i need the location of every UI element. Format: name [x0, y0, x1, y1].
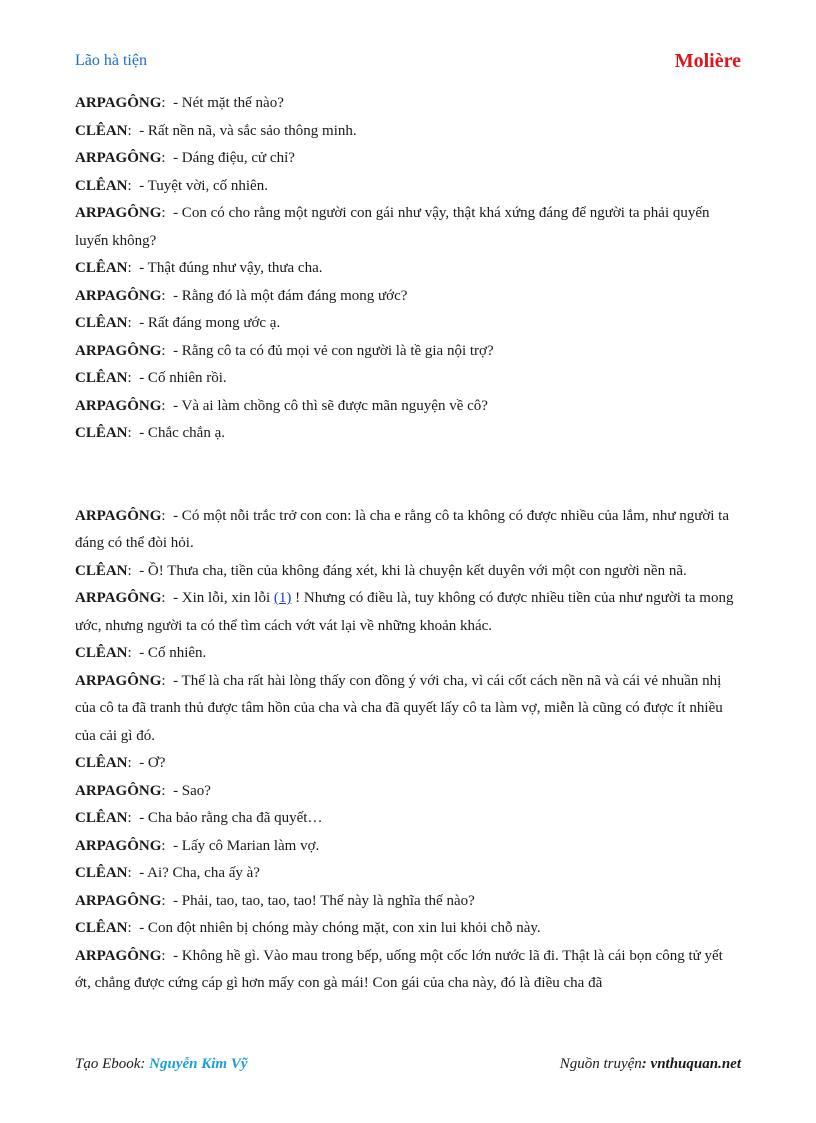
dialogue-text: - Cha bảo rằng cha đã quyết… [139, 810, 323, 826]
speaker-name: CLÊAN [75, 370, 128, 386]
story-source: Nguồn truyện: vnthuquan.net [559, 1056, 741, 1072]
speaker-name: CLÊAN [75, 562, 128, 579]
book-title: Lão hà tiện [75, 52, 147, 69]
dialogue-text: - Cố nhiên. [139, 645, 207, 661]
dialogue-line: ARPAGÔNG: - Lấy cô Marian làm vợ. [75, 837, 320, 854]
dialogue-text: - Con có cho rằng một người con gái như vậy, thật khá xứng đáng để người ta phải quyến luyến không? [75, 205, 710, 249]
dialogue-block-3 [75, 640, 741, 998]
dialogue-text: - Tuyệt vời, cố nhiên. [139, 177, 268, 194]
dialogue-line: CLÊAN: - Rất đáng mong ước ạ. [75, 315, 281, 331]
dialogue-content [75, 90, 741, 998]
page-footer [75, 1056, 741, 1078]
dialogue-line: CLÊAN: - Tuyệt vời, cố nhiên. [75, 177, 268, 194]
speaker-name: CLÊAN [75, 177, 128, 194]
dialogue-line: CLÊAN: - Ai? Cha, cha ấy à? [75, 865, 260, 881]
author-name: Molière [674, 50, 741, 72]
section-gap [75, 448, 741, 503]
speaker-name: CLÊAN [75, 425, 128, 441]
dialogue-text: - Xin lỗi, xin lỗi [173, 590, 274, 606]
speaker-name: CLÊAN [75, 810, 128, 826]
dialogue-text: - Con đột nhiên bị chóng mày chóng mặt, con xin lui khỏi chỗ này. [139, 920, 541, 936]
speaker-name: ARPAGÔNG [75, 672, 162, 689]
dialogue-text: - Phải, tao, tao, tao, tao! Thế này là nghĩa thế nào? [173, 892, 475, 909]
dialogue-line: CLÊAN: - Con đột nhiên bị chóng mày chóng mặt, con xin lui khỏi chỗ này. [75, 920, 541, 936]
dialogue-line: ARPAGÔNG: - Xin lỗi, xin lỗi (1) ! Nhưng có điều là, tuy không có được nhiều tiền của như người ta mong ước, nhưng người ta có thể tìm cách vớt vát lại về những khoản khác. [75, 590, 734, 634]
speaker-name: ARPAGÔNG [75, 150, 162, 166]
source-name: vnthuquan.net [650, 1056, 741, 1072]
speaker-name: ARPAGÔNG [75, 95, 162, 111]
dialogue-text: - Rất đáng mong ước ạ. [139, 315, 281, 331]
dialogue-text: - Ai? Cha, cha ấy à? [139, 865, 260, 881]
creator-label: Tạo Ebook [75, 1056, 141, 1072]
speaker-name: ARPAGÔNG [75, 342, 162, 359]
dialogue-line: CLÊAN: - Rất nền nã, và sắc sảo thông minh. [75, 122, 357, 139]
dialogue-text: - Cố nhiên rồi. [139, 370, 227, 386]
dialogue-text: - Nét mặt thế nào? [173, 95, 284, 111]
dialogue-line: ARPAGÔNG: - Sao? [75, 782, 211, 799]
speaker-name: CLÊAN [75, 260, 128, 276]
speaker-name: ARPAGÔNG [75, 397, 162, 414]
dialogue-text: - Và ai làm chồng cô thì sẽ được mãn nguyện về cô? [173, 397, 488, 414]
ebook-creator: Tạo Ebook: Nguyễn Kim Vỹ [75, 1056, 248, 1072]
speaker-name: CLÊAN [75, 122, 128, 139]
dialogue-text: - Chắc chắn ạ. [139, 425, 225, 441]
dialogue-text: - Không hề gì. Vào mau trong bếp, uống một cốc lớn nước lã đi. Thật là cái bọn công tử yết ớt, chẳng được cứng cáp gì hơn mấy con gà mái! Con gái của cha này, đó là điều cha đã [75, 947, 723, 991]
speaker-name: CLÊAN [75, 920, 128, 936]
dialogue-text: - Ơ? [139, 755, 166, 771]
dialogue-line: CLÊAN: - Cha bảo rằng cha đã quyết… [75, 810, 323, 826]
dialogue-text: - Có một nỗi trắc trở con con: là cha e rằng cô ta không có được nhiều của lắm, như người ta đáng có thể đòi hỏi. [75, 507, 729, 551]
dialogue-line: ARPAGÔNG: - Rằng cô ta có đủ mọi vẻ con người là tề gia nội trợ? [75, 342, 494, 359]
source-label: Nguồn truyện [559, 1056, 642, 1072]
speaker-name: ARPAGÔNG [75, 507, 162, 524]
dialogue-text: - Ồ! Thưa cha, tiền của không đáng xét, khi là chuyện kết duyên với một con người nền nã. [139, 562, 687, 579]
dialogue-block-2 [75, 503, 741, 586]
speaker-name: ARPAGÔNG [75, 205, 162, 221]
speaker-name: ARPAGÔNG [75, 837, 162, 854]
dialogue-line: CLÊAN: - Ơ? [75, 755, 166, 771]
dialogue-text: - Sao? [173, 782, 211, 799]
dialogue-line: ARPAGÔNG: - Phải, tao, tao, tao, tao! Thế này là nghĩa thế nào? [75, 892, 475, 909]
speaker-name: CLÊAN [75, 755, 128, 771]
speaker-name: ARPAGÔNG [75, 947, 162, 964]
dialogue-line: CLÊAN: - Thật đúng như vậy, thưa cha. [75, 260, 323, 276]
speaker-name: ARPAGÔNG [75, 892, 162, 909]
dialogue-block-1 [75, 90, 741, 448]
dialogue-line: ARPAGÔNG: - Con có cho rằng một người con gái như vậy, thật khá xứng đáng để người ta phải quyến luyến không? [75, 205, 710, 249]
dialogue-line: ARPAGÔNG: - Rằng đó là một đám đáng mong ước? [75, 287, 408, 304]
page-header [75, 50, 741, 76]
dialogue-line: CLÊAN: - Cố nhiên. [75, 645, 207, 661]
creator-name: Nguyễn Kim Vỹ [149, 1056, 248, 1072]
dialogue-line: ARPAGÔNG: - Và ai làm chồng cô thì sẽ được mãn nguyện về cô? [75, 397, 488, 414]
dialogue-text: - Thế là cha rất hài lòng thấy con đồng ý với cha, vì cái cốt cách nền nã và cái vẻ nhuần nhị của cô ta đã tranh thủ được tâm hồn của cha và cha đã quyết lấy cô ta làm vợ, miễn là cũng có được ít nhiều của cải gì đó. [75, 672, 723, 744]
dialogue-line: CLÊAN: - Ồ! Thưa cha, tiền của không đáng xét, khi là chuyện kết duyên với một con người nền nã. [75, 562, 687, 579]
speaker-name: CLÊAN [75, 645, 128, 661]
dialogue-text: ! Nhưng có điều là, tuy không có được nhiều tiền của như người ta mong ước, nhưng người ta có thể tìm cách vớt vát lại về những khoản khác. [75, 590, 734, 634]
dialogue-line: ARPAGÔNG: - Thế là cha rất hài lòng thấy con đồng ý với cha, vì cái cốt cách nền nã và cái vẻ nhuần nhị của cô ta đã tranh thủ được tâm hồn của cha và cha đã quyết lấy cô ta làm vợ, miễn là cũng có được ít nhiều của cải gì đó. [75, 672, 723, 744]
dialogue-text: - Thật đúng như vậy, thưa cha. [139, 260, 323, 276]
dialogue-line: ARPAGÔNG: - Dáng điệu, cử chỉ? [75, 150, 295, 166]
speaker-name: CLÊAN [75, 315, 128, 331]
speaker-name: CLÊAN [75, 865, 128, 881]
dialogue-text: - Dáng điệu, cử chỉ? [173, 150, 295, 166]
dialogue-line: ARPAGÔNG: - Nét mặt thế nào? [75, 95, 284, 111]
dialogue-text: - Lấy cô Marian làm vợ. [173, 837, 320, 854]
dialogue-line: ARPAGÔNG: - Không hề gì. Vào mau trong bếp, uống một cốc lớn nước lã đi. Thật là cái bọn công tử yết ớt, chẳng được cứng cáp gì hơn mấy con gà mái! Con gái của cha này, đó là điều cha đã [75, 947, 723, 991]
speaker-name: ARPAGÔNG [75, 782, 162, 799]
dialogue-line: CLÊAN: - Chắc chắn ạ. [75, 425, 225, 441]
dialogue-text: - Rất nền nã, và sắc sảo thông minh. [139, 122, 357, 139]
dialogue-text: - Rằng đó là một đám đáng mong ước? [173, 287, 408, 304]
dialogue-text: - Rằng cô ta có đủ mọi vẻ con người là tề gia nội trợ? [173, 342, 494, 359]
dialogue-line: ARPAGÔNG: - Có một nỗi trắc trở con con: là cha e rằng cô ta không có được nhiều của lắm, như người ta đáng có thể đòi hỏi. [75, 507, 729, 551]
speaker-name: ARPAGÔNG [75, 590, 162, 606]
dialogue-line: CLÊAN: - Cố nhiên rồi. [75, 370, 227, 386]
footnote-link[interactable]: (1) [273, 590, 292, 606]
speaker-name: ARPAGÔNG [75, 287, 162, 304]
